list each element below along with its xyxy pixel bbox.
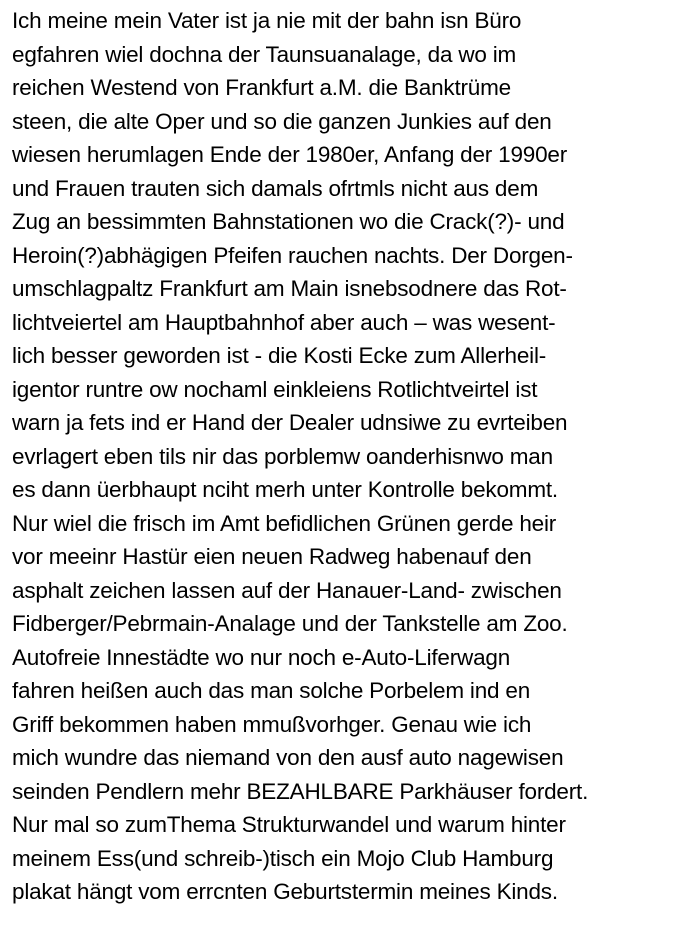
text-line-8: Heroin(?)abhägigen Pfeifen rauchen nachts. Der Dorgen- — [12, 242, 573, 268]
text-line-24: seinden Pendlern mehr BEZAHLBARE Parkhäuser fordert. — [12, 778, 589, 804]
text-body — [12, 4, 680, 909]
text-line-25: Nur mal so zumThema Strukturwandel und warum hinter — [12, 812, 566, 837]
text-line-27: plakat hängt vom errcnten Geburtstermin meines Kinds. — [12, 879, 558, 904]
text-line-4: steen, die alte Oper und so die ganzen Junkies auf den — [12, 108, 552, 134]
text-line-16: Nur wiel die frisch im Amt befidlichen Grünen gerde heir — [12, 510, 557, 536]
text-line-21: fahren heißen auch das man solche Porbelem ind en — [12, 678, 531, 703]
text-line-5: wiesen herumlagen Ende der 1980er, Anfang der 1990er — [12, 142, 568, 167]
text-line-1: Ich meine mein Vater ist ja nie mit der bahn isn Büro — [12, 8, 522, 33]
text-line-15: es dann üerbhaupt nciht merh unter Kontrolle bekommt. — [12, 477, 558, 502]
text-line-2: egfahren wiel dochna der Taunsuanalage, da wo im — [12, 41, 517, 67]
text-line-3: reichen Westend von Frankfurt a.M. die Banktrüme — [12, 75, 511, 100]
text-line-23: mich wundre das niemand von den ausf auto nagewisen — [12, 745, 564, 770]
text-line-14: evrlagert eben tils nir das porblemw oanderhisnwo man — [12, 443, 553, 469]
text-line-18: asphalt zeichen lassen auf der Hanauer-Land- zwischen — [12, 577, 562, 603]
text-line-20: Autofreie Innestädte wo nur noch e-Auto-Liferwagn — [12, 644, 511, 670]
text-line-13: warn ja fets ind er Hand der Dealer udnsiwe zu evrteiben — [12, 410, 568, 435]
text-line-11: lich besser geworden ist - die Kosti Ecke zum Allerheil- — [12, 343, 547, 368]
text-line-6: und Frauen trauten sich damals ofrtmls nicht aus dem — [12, 175, 539, 201]
text-line-26: meinem Ess(und schreib-)tisch ein Mojo Club Hamburg — [12, 845, 554, 871]
text-line-9: umschlagpaltz Frankfurt am Main isnebsodnere das Rot- — [12, 276, 567, 301]
text-line-12: igentor runtre ow nochaml einkleiens Rotlichtveirtel ist — [12, 376, 538, 402]
text-line-19: Fidberger/Pebrmain-Analage und der Tankstelle am Zoo. — [12, 611, 568, 636]
text-line-22: Griff bekommen haben mmußvorhger. Genau wie ich — [12, 711, 532, 737]
text-line-17: vor meeinr Hastür eien neuen Radweg habenauf den — [12, 544, 532, 569]
text-line-10: lichtveiertel am Hauptbahnhof aber auch – was wesent- — [12, 309, 556, 335]
text-line-7: Zug an bessimmten Bahnstationen wo die Crack(?)- und — [12, 209, 565, 234]
